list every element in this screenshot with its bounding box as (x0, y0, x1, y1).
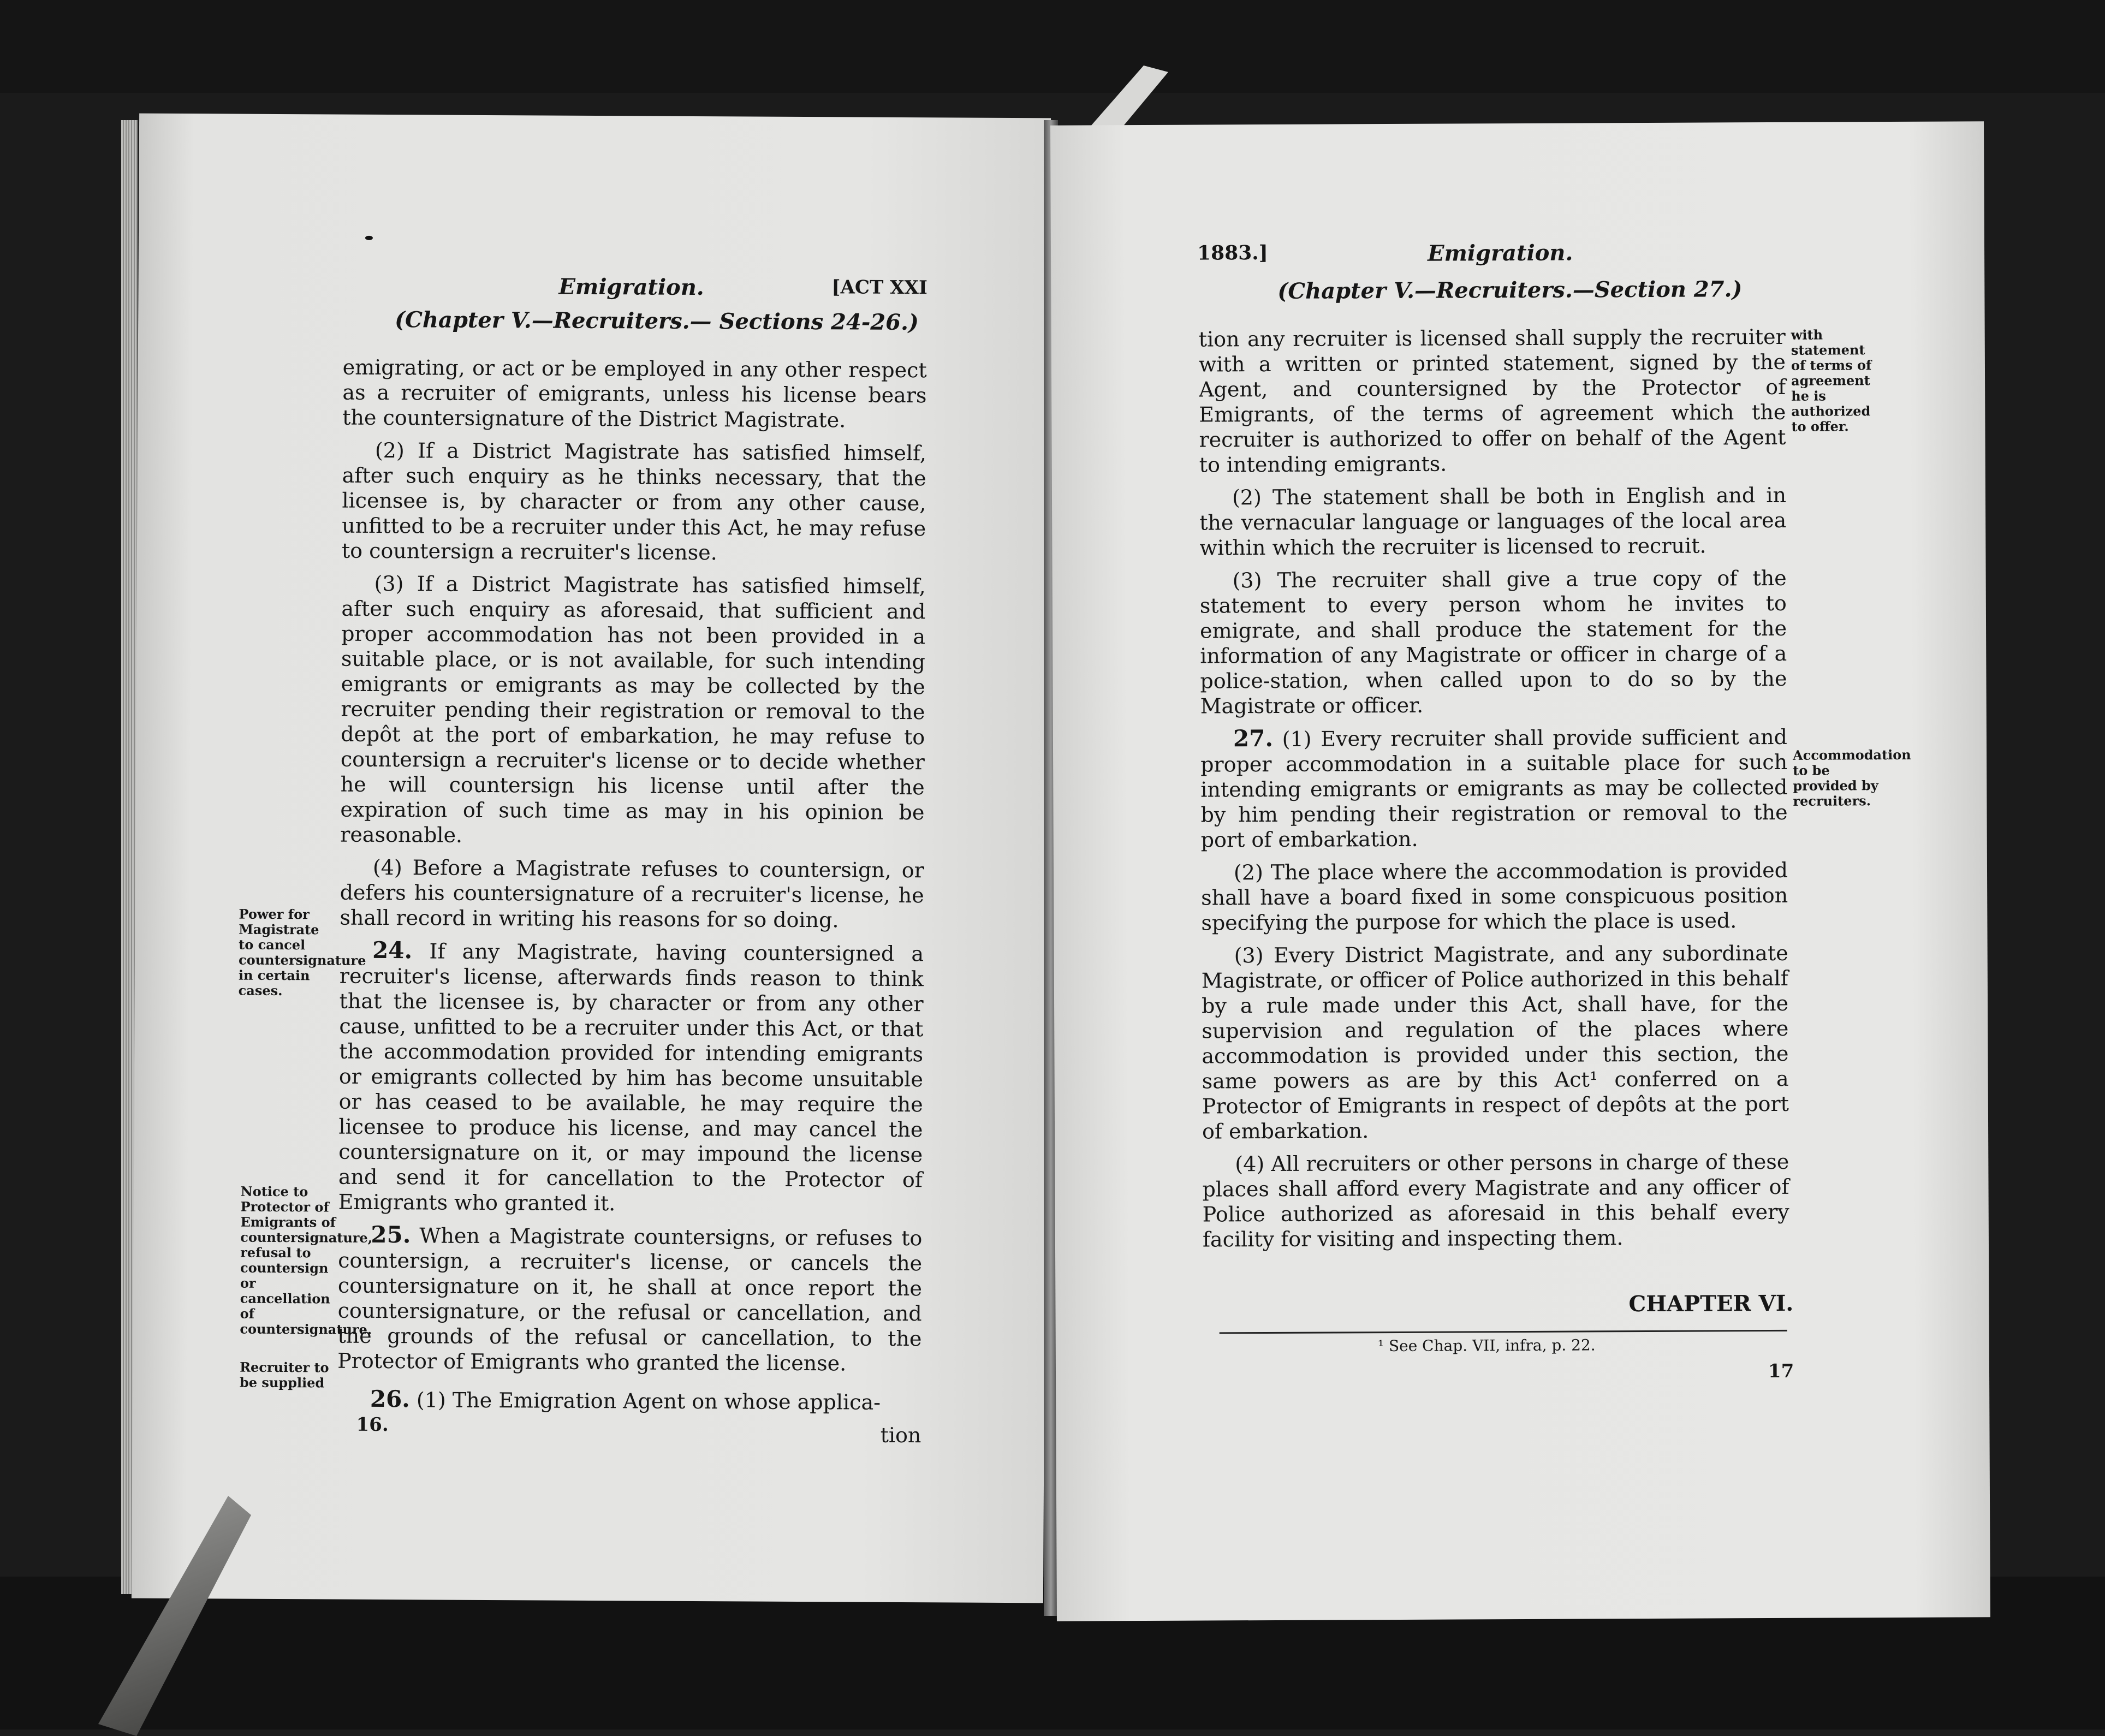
margin-note: Notice to Protector of Emigrants of countersignature, refusal to countersign or cancellation of countersignature. (240, 1183, 373, 1337)
left-paragraph: emigrating, or act or be employed in any other respect as a recruiter of emigrants, unless his license bears the countersignature of the District Magistrate. (342, 355, 927, 432)
right-paragraph: tion any recruiter is licensed shall supply the recruiter with a written or printed statement, signed by the Agent, and countersigned by the Protector of Emigrants, of the terms of agreement which the recruiter is authorized to offer on behalf of the Agent to intending emigrants. (1198, 324, 1786, 477)
footnote-rule (1220, 1330, 1787, 1334)
section-26-continuation: tion (880, 1423, 921, 1448)
section-text: When a Magistrate countersigns, or refuses to countersign, a recruiter's license, or cancels the countersignature on it, he shall at once report the countersignature, or the refusal or cancellation, and the grounds of the refusal or cancellation, to the Protector of Emigrants who granted the license. (337, 1223, 923, 1376)
right-paragraph: (2) The statement shall be both in English and in the vernacular language or languages of the local area within which the recruiter is licensed to recruit. (1199, 483, 1787, 560)
section-27 (1200, 724, 1788, 853)
right-paragraph: (3) The recruiter shall give a true copy of the statement to every person whom he invites to emigrate, and shall produce the statement for the information of any Magistrate or officer in charge of a police-station, when called upon to do so by the Magistrate or officer. (1199, 566, 1787, 718)
section-number: 26. (370, 1385, 411, 1413)
right-page (1050, 121, 1990, 1621)
margin-note: with statement of terms of agreement he is authorized to offer. (1791, 326, 1872, 435)
left-body (337, 355, 927, 1456)
right-page-number: 17 (1768, 1360, 1794, 1383)
left-subheading: (Chapter V.—Recruiters.— Sections 24-26.) (395, 307, 919, 336)
left-paragraph: (3) If a District Magistrate has satisfied himself, after such enquiry as aforesaid, that sufficient and proper accommodation has not been provided in a suitable place, or is not available, for such intending emigrants or emigrants as may be collected by the recruiter pending their registration or removal to the depôt at the port of embarkation, he may refuse to countersign a recruiter's license or to decide whether he will countersign his license until after the expiration of such time as may in his opinion be reasonable. (340, 571, 926, 847)
section-26 (337, 1387, 921, 1416)
left-running-title: Emigration. (558, 274, 704, 301)
section-number: 27. (1233, 724, 1274, 752)
margin-note: Accommodation to be provided by recruiters. (1793, 746, 1911, 809)
act-label: [ACT XXI (831, 276, 927, 299)
section-25 (337, 1222, 922, 1377)
right-running-title: Emigration. (1427, 240, 1573, 266)
section-text: (1) The Emigration Agent on whose applica- (416, 1388, 881, 1414)
scanner-background-top (0, 0, 2105, 93)
section-number: 25. (371, 1221, 411, 1249)
right-subheading: (Chapter V.—Recruiters.—Section 27.) (1277, 276, 1743, 304)
right-paragraph: (4) All recruiters or other persons in charge of these places shall afford every Magistrate and any officer of Police authorized as aforesaid in this behalf every facility for visiting and inspecting them. (1202, 1149, 1789, 1252)
left-paragraph: (4) Before a Magistrate refuses to countersign, or defers his countersignature of a recruiter's license, he shall record in writing his reasons for so doing. (340, 855, 925, 932)
left-page-number: 16. (356, 1413, 389, 1436)
section-text: (1) Every recruiter shall provide sufficient and proper accommodation in a suitable place for such intending emigrants or emigrants as may be collected by him pending their registration or removal to the port of embarkation. (1200, 724, 1788, 852)
section-text: If any Magistrate, having countersigned a recruiter's license, afterwards finds reason to think that the licensee is, by character or from any other cause, unfitted to be a recruiter under this Act, or that the accommodation provided for intending emigrants or emigrants collected by him has become unsuitable or has ceased to be available, he may require the licensee to produce his license, and may cancel the countersignature on it, or may impound the license and send it for cancellation to the Protector of Emigrants who granted it. (338, 939, 924, 1216)
right-body (1199, 324, 1789, 1260)
section-24 (338, 938, 924, 1218)
section-number: 24. (372, 936, 413, 964)
right-paragraph: (2) The place where the accommodation is provided shall have a board fixed in some conspicuous position specifying the purpose for which the place is used. (1201, 858, 1788, 935)
footnote: ¹ See Chap. VII, infra, p. 22. (1377, 1336, 1596, 1355)
margin-note: Recruiter to be supplied (239, 1359, 329, 1391)
margin-note: Power for Magistrate to cancel countersignature in certain cases. (238, 906, 366, 999)
year-label: 1883.] (1197, 241, 1268, 265)
left-paragraph: (2) If a District Magistrate has satisfied himself, after such enquiry as he thinks necessary, that the licensee is, by character or from any other cause, unfitted to be a recruiter under this Act, he may refuse to countersign a recruiter's license. (341, 438, 927, 565)
left-page (132, 114, 1051, 1603)
right-paragraph: (3) Every District Magistrate, and any subordinate Magistrate, or officer of Police authorized in this behalf by a rule made under this Act, shall have, for the supervision and regulation of the places where accommodation is provided under this section, the same powers as are by this Act¹ conferred on a Protector of Emigrants in respect of depôts at the port of embarkation. (1201, 941, 1789, 1144)
chapter-heading: CHAPTER VI. (1628, 1290, 1794, 1317)
ink-mark (365, 236, 373, 240)
